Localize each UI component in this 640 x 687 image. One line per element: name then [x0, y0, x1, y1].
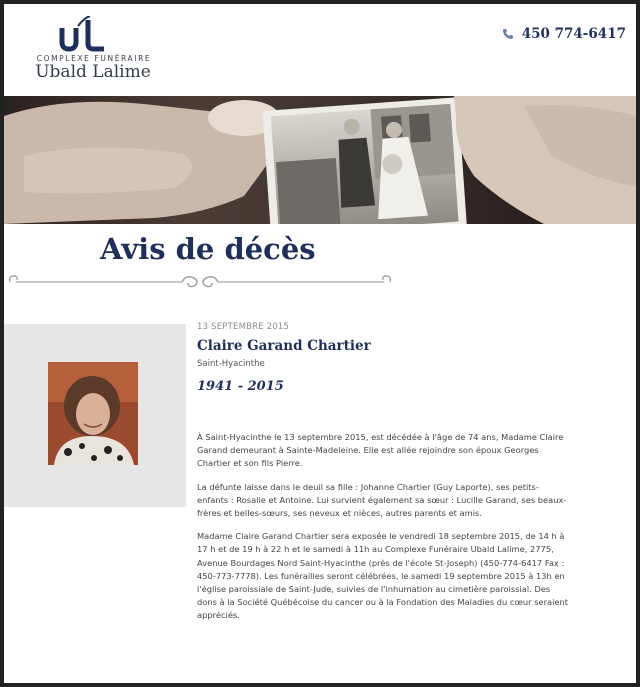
site-header — [4, 4, 636, 96]
deceased-name: Claire Garand Chartier — [197, 338, 371, 354]
deceased-city: Saint-Hyacinthe — [197, 359, 265, 369]
life-years: 1941 - 2015 — [197, 379, 284, 394]
logo-name[interactable]: Ubald Lalime — [35, 62, 151, 82]
obituary-header — [197, 322, 577, 394]
logo-mark[interactable] — [56, 16, 110, 52]
logo-subtitle: COMPLEXE FUNÉRAIRE — [36, 54, 152, 63]
obituary-paragraph: Madame Claire Garand Chartier sera exposée le vendredi 18 septembre 2015, de 14 h à 17 h et de 19 h à 22 h et le samedi à 11h au Complexe Funéraire Ubald Lalime, 2775, Avenue Bourdages Nord Saint-Hyacinthe (près de l'école St-Joseph) (450-774-6417 Fax : 450-773-7778). Les funérailles seront célébrées, le samedi 19 septembre 2015 à 13h en l'église paroissiale de Saint-Jude, suivies de l'inhumation au cimetière paroissial. Des dons à la Société Québécoise du cancer ou à la Fondation des Maladies du cœur seraient appréciés. — [197, 531, 569, 621]
phone-icon — [502, 28, 514, 40]
hero-banner — [4, 96, 636, 224]
obituary-text — [197, 431, 569, 633]
page-title: Avis de décès — [100, 232, 316, 266]
deceased-portrait-image[interactable] — [48, 362, 138, 465]
portrait-panel — [4, 324, 186, 507]
hero-photo-image — [4, 96, 636, 224]
divider-ornament — [4, 270, 396, 292]
obituary-date: 13 SEPTEMBRE 2015 — [197, 322, 290, 332]
phone-number: 450 774-6417 — [521, 26, 626, 42]
page-frame — [4, 4, 636, 683]
obituary-paragraph: À Saint-Hyacinthe le 13 septembre 2015, est décédée à l'âge de 74 ans, Madame Claire Garand demeurant à Sainte-Madeleine. Elle est allée rejoindre son époux Georges Chartier et son fils Pierre. — [197, 432, 564, 469]
obituary-paragraph: La défunte laisse dans le deuil sa fille : Johanne Chartier (Guy Laporte), ses petits-enfants : Rosalie et Antoine. Lui survient également sa sœur : Lucille Garand, ses beaux-frères et belles-sœurs, ses neveux et nièces, autres parents et amis. — [197, 481, 567, 519]
phone-contact[interactable] — [502, 24, 626, 44]
